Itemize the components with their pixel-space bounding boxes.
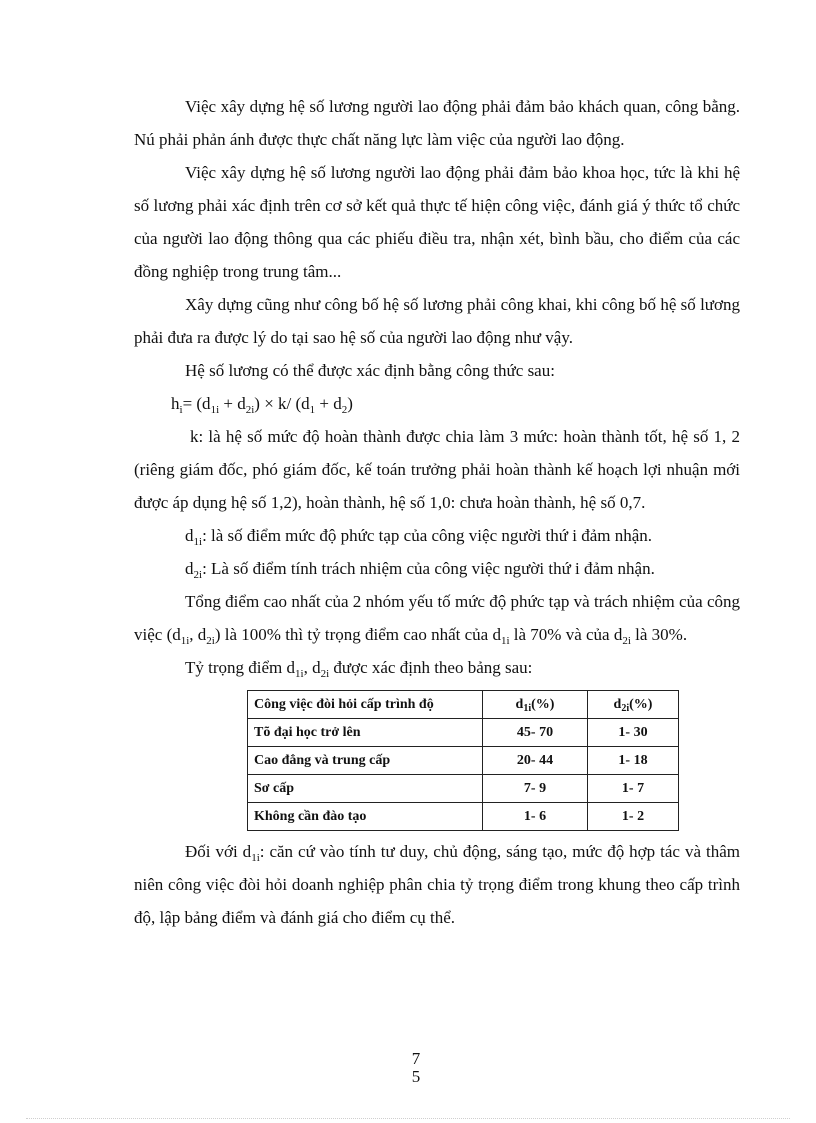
- cell-d1i: 1- 6: [483, 803, 588, 831]
- final-text-a: Đối với d: [185, 842, 252, 861]
- cell-d2i: 1- 2: [588, 803, 679, 831]
- qualification-points-table: [247, 690, 679, 831]
- cell-d1i: 20- 44: [483, 747, 588, 775]
- table-intro-a: Tỷ trọng điểm d: [185, 658, 296, 677]
- header-qualification: Công việc đòi hỏi cấp trình độ: [248, 691, 483, 719]
- d2i-var: d: [185, 559, 194, 578]
- document-body: [134, 90, 740, 934]
- formula-sub-1: 1: [309, 404, 316, 416]
- table-header-row: [248, 691, 679, 719]
- formula-plus: + d: [219, 394, 246, 413]
- totals-text-b: ) là 100% thì tỷ trọng điểm cao nhất của d: [214, 625, 501, 644]
- formula-sub-i: i: [179, 404, 183, 416]
- table-intro-sub-2: 2i: [320, 668, 330, 680]
- formula-sub-2: 2: [341, 404, 348, 416]
- table-row: [248, 803, 679, 831]
- formula-sub-1i: 1i: [210, 404, 220, 416]
- paragraph-formula-intro: Hệ số lương có thể được xác định bằng công thức sau:: [185, 361, 555, 380]
- header-d2i-var: d: [613, 696, 622, 712]
- cell-level: Cao đẳng và trung cấp: [248, 747, 483, 775]
- header-d2i: [588, 691, 679, 719]
- paragraph-publicity: Xây dựng cũng như công bố hệ số lương phải công khai, khi công bố hệ số lương phải đưa ra được lý do tại sao hệ số của người lao động như vậy.: [134, 295, 740, 347]
- d1i-text: : là số điểm mức độ phức tạp của công việc người thứ i đảm nhận.: [202, 526, 653, 545]
- formula-close: ): [347, 394, 353, 413]
- paragraph-total-points: [134, 585, 740, 651]
- header-d2i-sub: 2i: [621, 702, 630, 714]
- paragraph-table-intro: [134, 651, 740, 684]
- totals-sub-2: 2i: [206, 635, 215, 647]
- d1i-var: d: [185, 526, 194, 545]
- formula-sub-2i: 2i: [245, 404, 255, 416]
- formula-h: h: [171, 394, 180, 413]
- paragraph-d1i-assessment: [134, 835, 740, 934]
- page-number: [396, 1050, 436, 1086]
- header-d1i-unit: (%): [531, 696, 555, 712]
- salary-coefficient-formula: [134, 387, 740, 420]
- totals-sub-1: 1i: [180, 635, 190, 647]
- table-row: [248, 747, 679, 775]
- table-row: [248, 719, 679, 747]
- cell-level: Tõ đại học trở lên: [248, 719, 483, 747]
- paragraph-k-definition: k: là hệ số mức độ hoàn thành được chia làm 3 mức: hoàn thành tốt, hệ số 1, 2 (riêng giám đốc, phó giám đốc, kế toán trưởng phải hoàn thành kế hoạch lợi nhuận mới được áp dụng hệ số 1,2), hoàn thành, hệ số 1,0: chưa hoàn thành, hệ số 0,7.: [134, 427, 740, 512]
- d1i-sub: 1i: [193, 536, 203, 548]
- header-d1i-var: d: [515, 696, 524, 712]
- table-row: [248, 775, 679, 803]
- table-intro-sub-1: 1i: [295, 668, 304, 680]
- cell-d2i: 1- 7: [588, 775, 679, 803]
- cell-level: Không cần đào tạo: [248, 803, 483, 831]
- totals-sub-4: 2i: [622, 635, 631, 647]
- definition-d2i: [134, 552, 740, 585]
- totals-sub-3: 1i: [500, 635, 510, 647]
- formula-part1: = (d: [182, 394, 211, 413]
- formula-plus2: + d: [315, 394, 342, 413]
- definition-d1i: [134, 519, 740, 552]
- header-d1i: [483, 691, 588, 719]
- totals-text-c: là 70% và của d: [509, 625, 623, 644]
- page-number-line-1: 7: [411, 1049, 421, 1068]
- header-d2i-unit: (%): [629, 696, 653, 712]
- final-text-b: : căn cứ vào tính tư duy, chủ động, sáng tạo, mức độ hợp tác và thâm niên công việc đòi hỏi doanh nghiệp phân chia tỷ trọng điểm trong khung theo cấp trình độ, lập bảng điểm và đánh giá cho điểm cụ thể.: [134, 842, 740, 927]
- cell-d1i: 45- 70: [483, 719, 588, 747]
- totals-text-a: Tổng điểm cao nhất của 2 nhóm yếu tố mức độ phức tạp và trách nhiệm của công việc (d: [134, 592, 740, 644]
- table-intro-b: , d: [303, 658, 321, 677]
- cell-d2i: 1- 18: [588, 747, 679, 775]
- page-number-line-2: 5: [411, 1067, 421, 1086]
- paragraph-objectivity: Việc xây dựng hệ số lương người lao động phải đảm bảo khách quan, công bằng. Nú phải phản ánh được thực chất năng lực làm việc của người lao động.: [134, 97, 740, 149]
- cell-level: Sơ cấp: [248, 775, 483, 803]
- totals-text-mid: , d: [189, 625, 207, 644]
- cell-d2i: 1- 30: [588, 719, 679, 747]
- totals-text-d: là 30%.: [630, 625, 688, 644]
- cell-d1i: 7- 9: [483, 775, 588, 803]
- table-intro-c: được xác định theo bảng sau:: [329, 658, 533, 677]
- d2i-sub: 2i: [193, 569, 203, 581]
- paragraph-scientific: Việc xây dựng hệ số lương người lao động phải đảm bảo khoa học, tức là khi hệ số lương phải xác định trên cơ sở kết quả thực tế hiện công việc, đánh giá ý thức tổ chức của người lao động thông qua các phiếu điều tra, nhận xét, bình bầu, cho điểm của các đồng nghiệp trong trung tâm...: [134, 163, 740, 281]
- header-d1i-sub: 1i: [523, 702, 532, 714]
- final-sub-1: 1i: [251, 852, 260, 864]
- footer-divider: [26, 1118, 790, 1119]
- formula-part2: ) × k/ (d: [254, 394, 310, 413]
- d2i-text: : Là số điểm tính trách nhiệm của công việc người thứ i đảm nhận.: [202, 559, 655, 578]
